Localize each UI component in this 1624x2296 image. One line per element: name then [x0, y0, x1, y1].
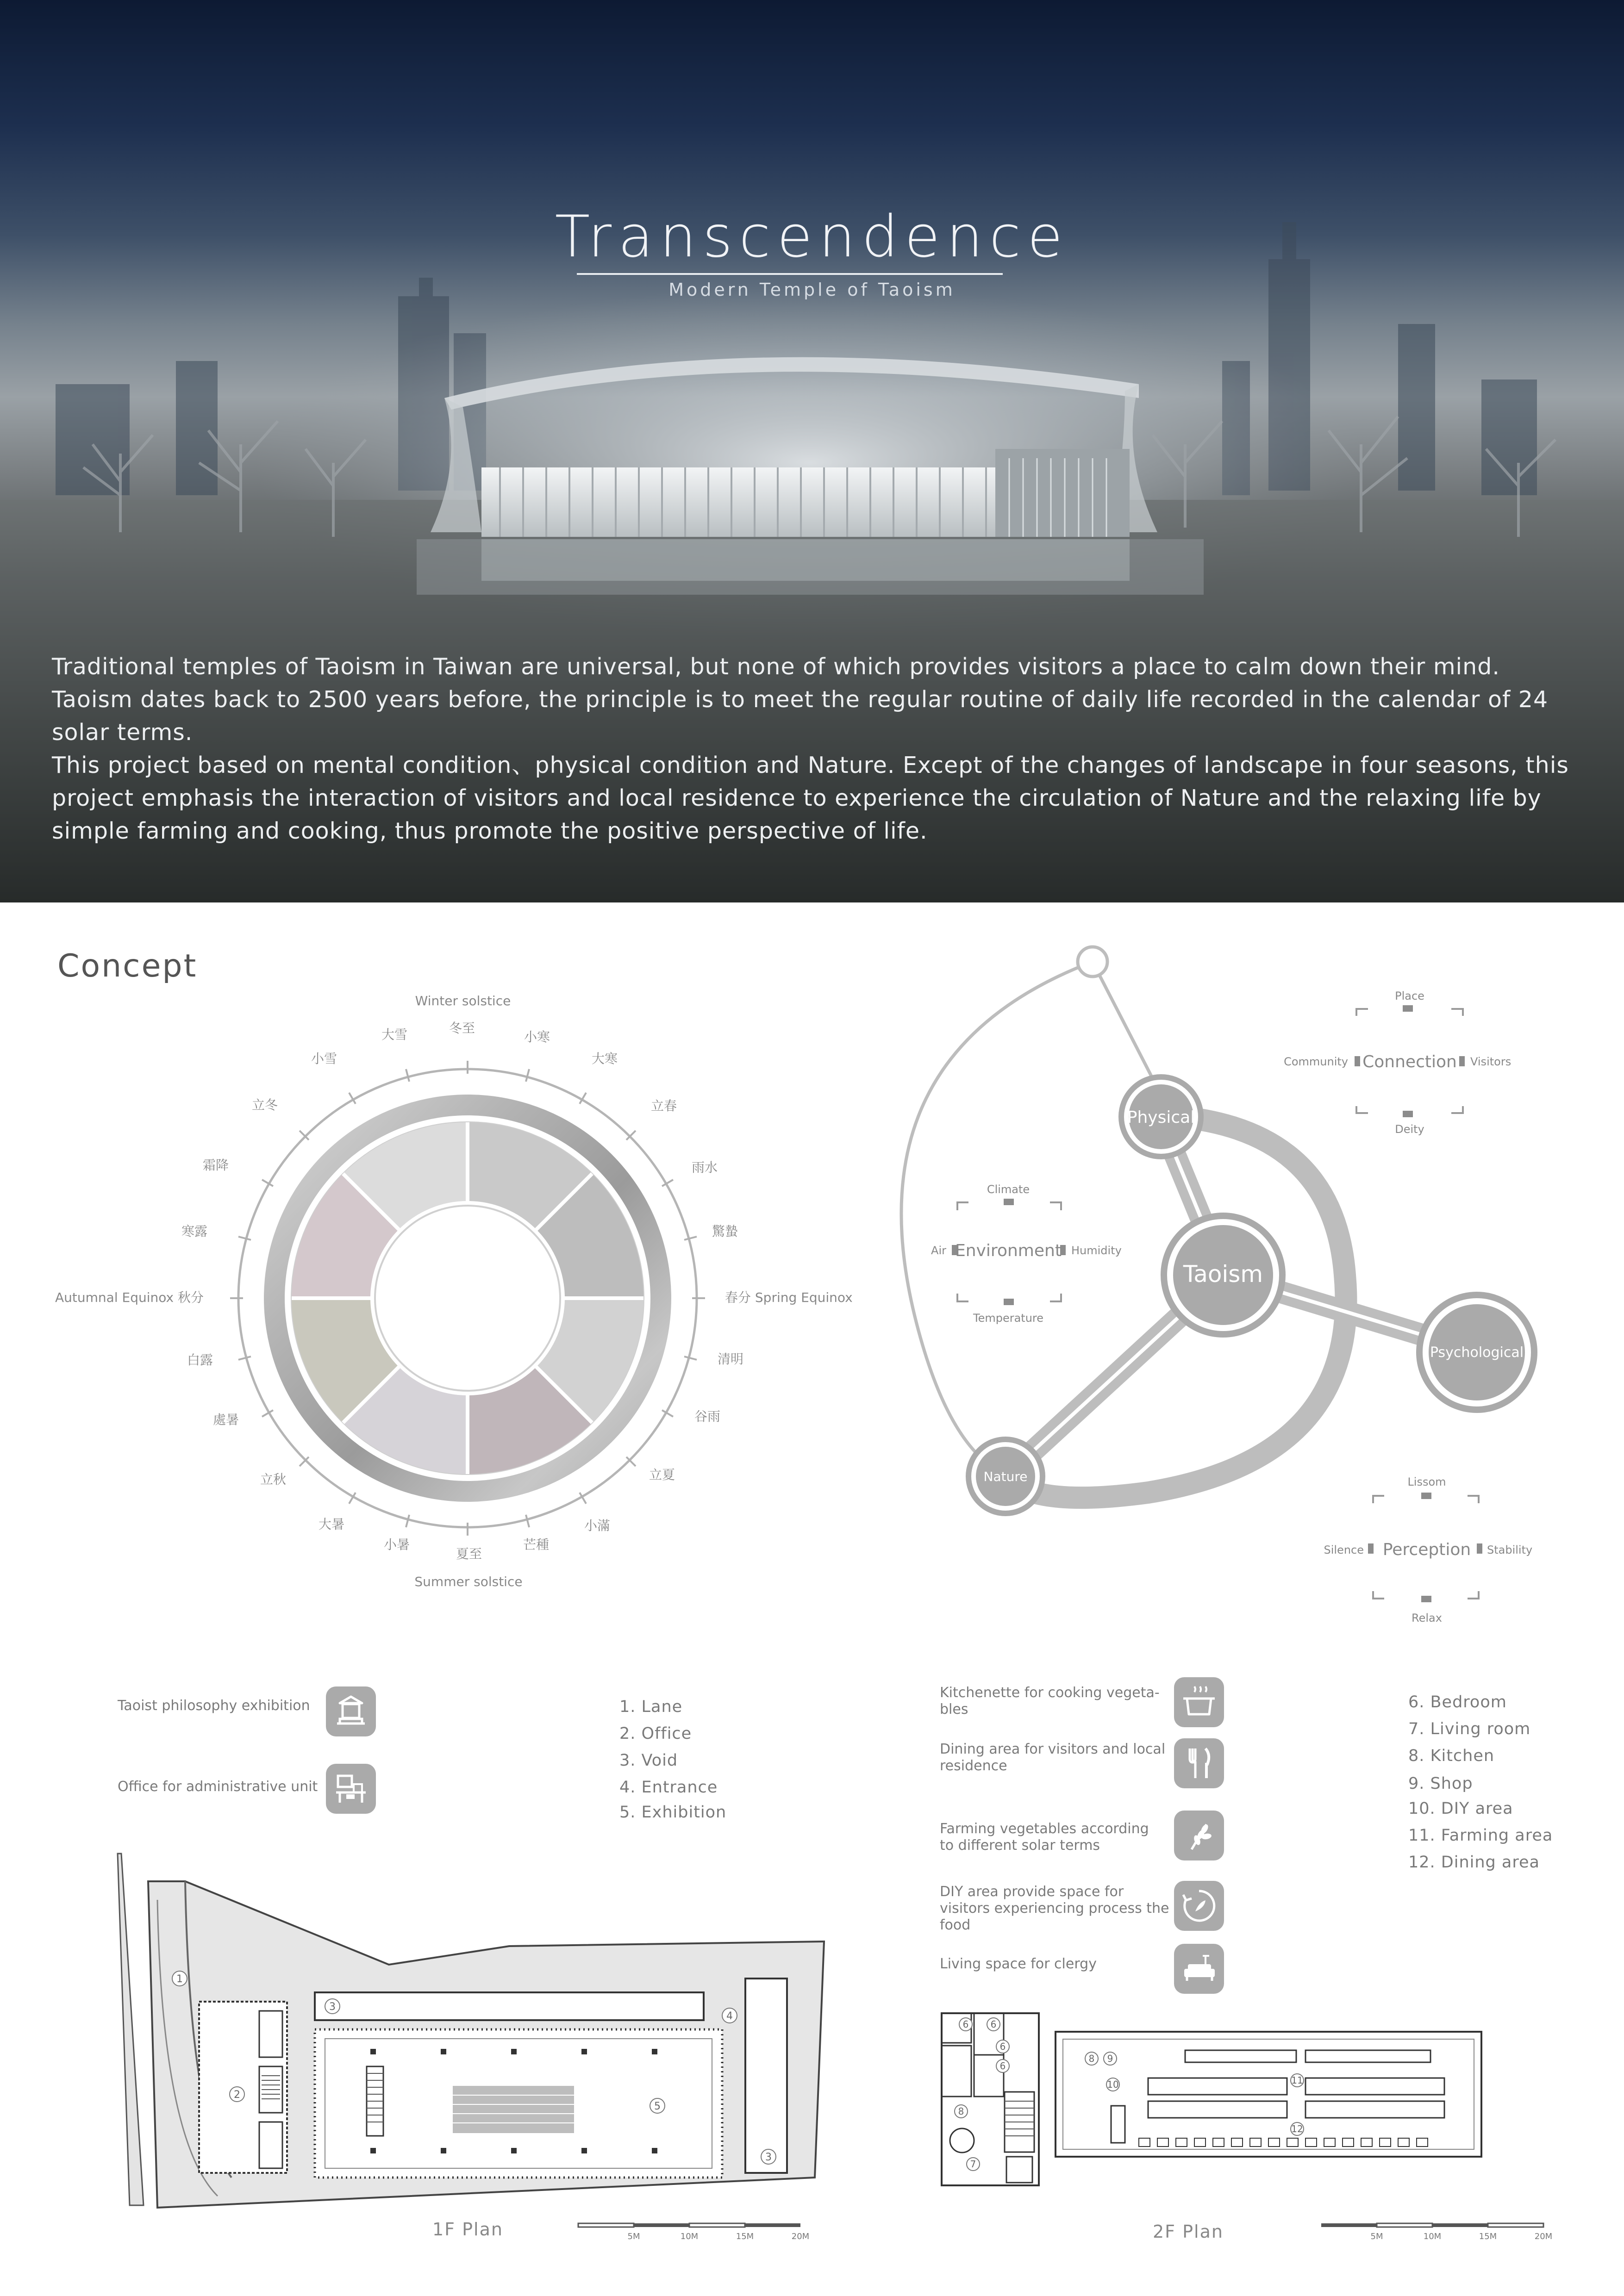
floor-plan-2f [935, 2009, 1491, 2194]
shrine-icon [326, 1686, 376, 1736]
program-item-text: Dining area for visitors and local residence [940, 1741, 1166, 1774]
description-paragraph-2: This project based on mental condition、physical condition and Nature. Except of the changes of landscape in four seasons, this project emphasis the interaction of visitors and local residence to experience the circulation of Nature and the relaxing life by simple farming and cooking, thus promote the positive perspective of life. [52, 752, 1569, 844]
solar-term-label: 芒種 [523, 1537, 550, 1552]
room-legend-item: 5. Exhibition [619, 1803, 727, 1822]
winter-solstice-label: Winter solstice [415, 993, 511, 1008]
room-legend-item: 2. Office [619, 1724, 692, 1743]
perception-top-label: Lissom [1407, 1475, 1446, 1488]
solar-term-label: 小雪 [311, 1051, 337, 1066]
room-legend-item: 4. Entrance [619, 1778, 718, 1797]
connection-left-label: Community [1284, 1055, 1348, 1068]
perception-bottom-label: Relax [1412, 1612, 1442, 1624]
solar-term-label: 雨水 [691, 1160, 718, 1175]
environment-right-label: Humidity [1071, 1244, 1122, 1257]
room-legend-item: 1. Lane [619, 1698, 683, 1716]
scale-tick-label: 15M [736, 2232, 754, 2241]
program-item-text: Taoist philosophy exhibition [118, 1698, 310, 1714]
perception-left-label: Silence [1324, 1543, 1364, 1556]
nature-node-label: Nature [983, 1469, 1028, 1484]
plan-marker: 7 [970, 2159, 976, 2170]
solar-term-label: 立春 [650, 1098, 677, 1114]
solar-term-label: 大暑 [318, 1517, 345, 1532]
scale-tick-label: 20M [1534, 2232, 1553, 2241]
solar-term-label: 立秋 [260, 1472, 287, 1487]
solar-term-label: 白露 [187, 1352, 213, 1368]
scale-tick-label: 5M [627, 2232, 640, 2241]
plan-marker: 1 [176, 1973, 183, 1985]
solar-term-label: 谷雨 [694, 1409, 721, 1424]
room-legend-item: 8. Kitchen [1408, 1747, 1495, 1765]
solar-term-label: 清明 [717, 1351, 744, 1367]
plan-marker: 4 [726, 2010, 733, 2022]
connection-bottom-label: Deity [1395, 1123, 1424, 1136]
plan-marker: 2 [234, 2089, 240, 2101]
solar-term-label: 立冬 [251, 1097, 278, 1113]
plan-marker: 11 [1291, 2075, 1303, 2086]
project-subtitle: Modern Temple of Taoism [668, 280, 956, 300]
physical-node-label: Physical [1127, 1108, 1195, 1127]
plan-marker: 6 [999, 2041, 1006, 2052]
cutlery-icon [1174, 1738, 1224, 1788]
solar-term-label: 夏至 [456, 1546, 482, 1562]
project-description [52, 650, 1580, 847]
perception-title: Perception [1382, 1540, 1471, 1559]
taoism-relationship-diagram [901, 947, 1534, 1624]
summer-solstice-label: Summer solstice [414, 1574, 523, 1589]
solar-term-label: 小暑 [383, 1537, 410, 1552]
program-item-text: Living space for clergy [940, 1956, 1097, 1972]
plan-marker: 10 [1107, 2079, 1119, 2090]
scale-tick-label: 15M [1479, 2232, 1497, 2241]
solar-term-label: 小寒 [524, 1029, 550, 1045]
sofa-icon [1174, 1944, 1224, 1994]
solar-term-label: 冬至 [449, 1020, 475, 1036]
scale-bar [1319, 2221, 1560, 2244]
hero-banner [0, 0, 1624, 902]
room-legend-item: 3. Void [619, 1751, 678, 1770]
solar-term-label: 小滿 [584, 1518, 611, 1533]
floor-plan-1f [111, 1844, 829, 2215]
plan-marker: 8 [958, 2106, 964, 2117]
taoism-node-label: Taoism [1183, 1261, 1263, 1288]
environment-top-label: Climate [987, 1183, 1030, 1196]
solar-term-label: 驚蟄 [712, 1224, 738, 1239]
plan-2f-label: 2F Plan [1153, 2221, 1224, 2242]
connection-right-label: Visitors [1470, 1055, 1512, 1068]
room-legend-item: 12. Dining area [1408, 1853, 1540, 1872]
scale-tick-label: 20M [791, 2232, 810, 2241]
description-paragraph-1: Traditional temples of Taoism in Taiwan are universal, but none of which provides visitors a place to calm down their mind. Taoism dates back to 2500 years before, the principle is to meet the regular routine of daily life recorded in the calendar of 24 solar terms. [52, 653, 1549, 746]
wheat-icon [1174, 1811, 1224, 1860]
room-legend-item: 6. Bedroom [1408, 1693, 1507, 1711]
scale-bar [576, 2221, 817, 2244]
room-legend-item: 11. Farming area [1408, 1826, 1553, 1845]
scale-tick-label: 5M [1370, 2232, 1383, 2241]
concept-heading: Concept [57, 948, 198, 984]
cooking-pot-icon [1174, 1677, 1224, 1727]
plan-marker: 3 [329, 2001, 336, 2013]
room-legend-item: 7. Living room [1408, 1720, 1531, 1738]
autumnal-equinox-label: Autumnal Equinox 秋分 [55, 1290, 204, 1305]
psychological-node-label: Psychological [1430, 1344, 1524, 1361]
solar-term-label: 處暑 [212, 1412, 239, 1427]
program-item-text: DIY area provide space for visitors experiencing process the food [940, 1884, 1169, 1933]
environment-bottom-label: Temperature [973, 1312, 1044, 1325]
solar-term-label: 大寒 [591, 1051, 618, 1066]
office-desk-icon [326, 1764, 376, 1814]
solar-term-label: 霜降 [202, 1157, 229, 1173]
environment-left-label: Air [931, 1244, 946, 1257]
plan-marker: 8 [1088, 2053, 1095, 2064]
connection-title: Connection [1362, 1052, 1457, 1071]
cycle-icon [1174, 1881, 1224, 1931]
solar-terms-wheel [55, 993, 853, 1589]
room-legend-item: 10. DIY area [1408, 1799, 1513, 1818]
program-item-text: Kitchenette for cooking vegeta- bles [940, 1685, 1160, 1717]
scale-tick-label: 10M [1423, 2232, 1442, 2241]
plan-marker: 6 [990, 2019, 997, 2030]
plan-marker: 5 [654, 2101, 661, 2112]
plan-marker: 6 [999, 2060, 1006, 2072]
environment-title: Environment [955, 1241, 1062, 1260]
program-item-text: Office for administrative unit [118, 1779, 318, 1795]
plan-marker: 6 [962, 2019, 969, 2030]
perception-right-label: Stability [1487, 1543, 1533, 1556]
room-legend-item: 9. Shop [1408, 1774, 1473, 1793]
plan-1f-label: 1F Plan [432, 2219, 503, 2240]
solar-term-label: 寒露 [181, 1224, 208, 1239]
plan-marker: 3 [765, 2152, 772, 2163]
project-title: Transcendence [555, 204, 1069, 270]
solar-term-label: 大雪 [381, 1027, 408, 1042]
solar-term-label: 立夏 [649, 1467, 675, 1482]
connection-top-label: Place [1395, 989, 1424, 1002]
concept-diagrams [0, 902, 1624, 1643]
program-item-text: Farming vegetables according to different solar terms [940, 1821, 1149, 1854]
title-underline [577, 273, 1003, 275]
scale-tick-label: 10M [680, 2232, 699, 2241]
plan-marker: 12 [1291, 2123, 1303, 2134]
plan-marker: 9 [1107, 2053, 1113, 2064]
spring-equinox-label: 春分 Spring Equinox [725, 1290, 853, 1305]
